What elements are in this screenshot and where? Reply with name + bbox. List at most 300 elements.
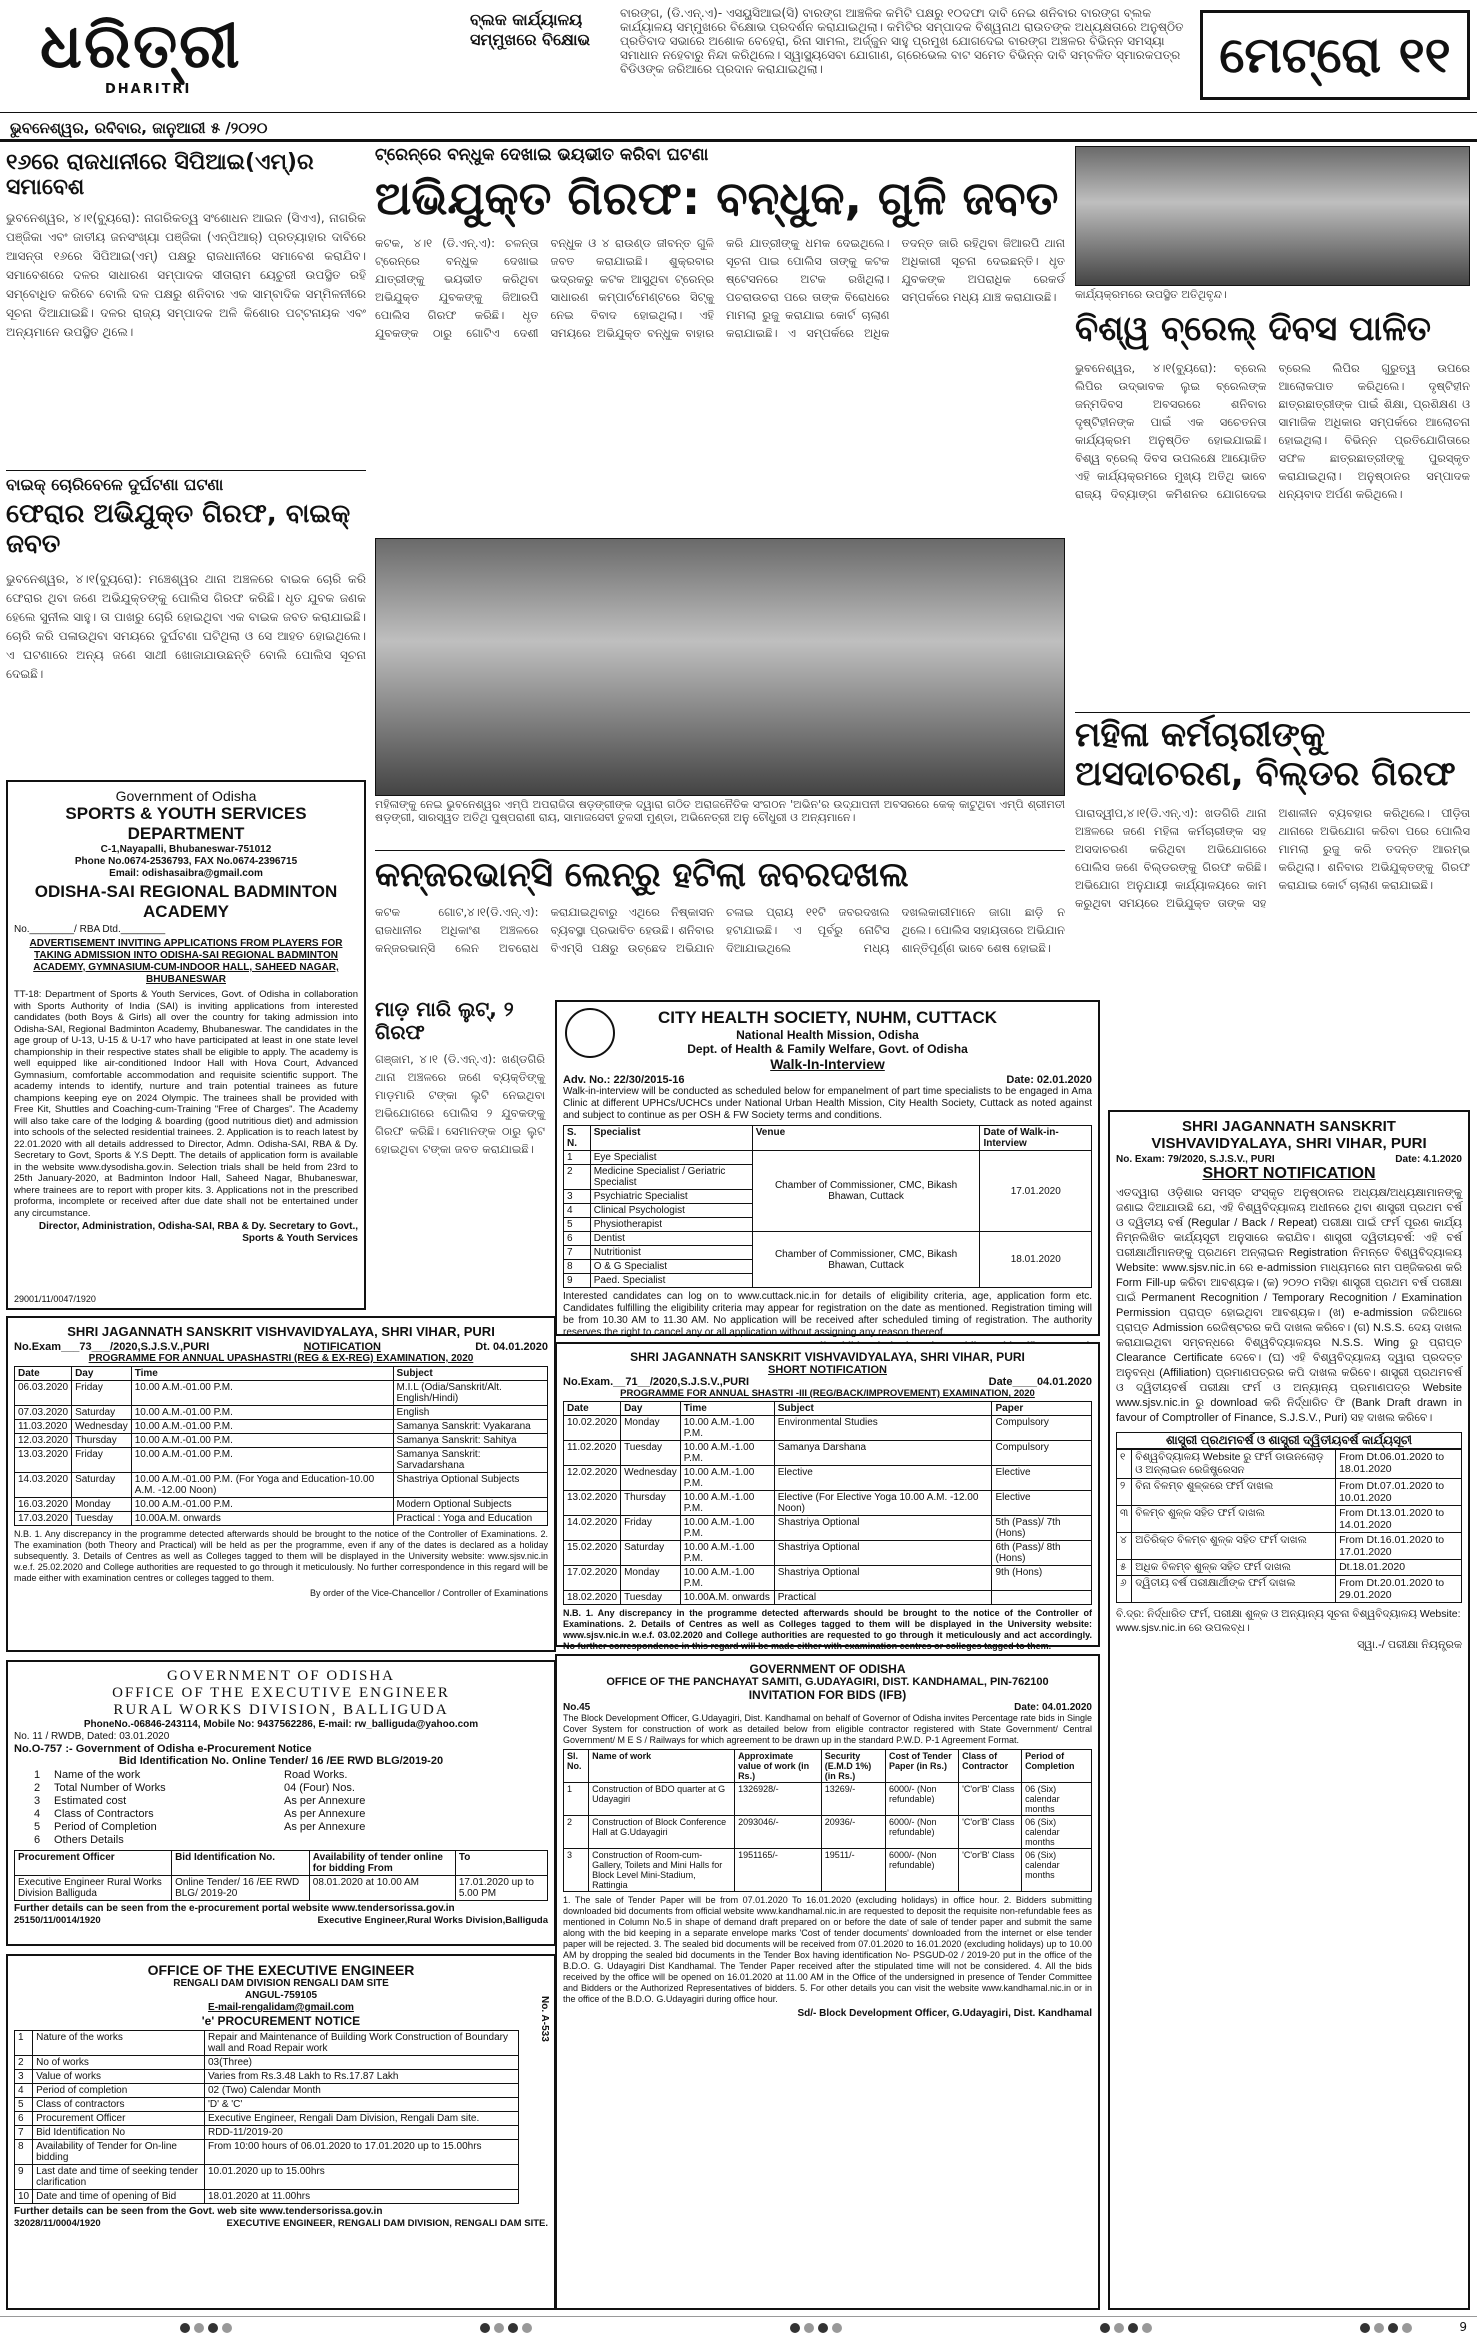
table-header-row <box>564 1402 1092 1416</box>
ad-date: Date: 04.01.2020 <box>1014 1702 1092 1713</box>
table-row <box>564 1491 1092 1516</box>
table-cell: 17.03.2020 <box>15 1512 72 1526</box>
table-cell: 10 <box>15 2190 33 2204</box>
table-cell: 2 <box>15 2056 33 2070</box>
table-cell: 10.00 A.M.-1.00 P.M. <box>680 1441 774 1466</box>
table-cell: 10.00A.M. onwards <box>131 1512 393 1526</box>
ad-heading: No.O-757 :- Government of Odisha e-Procurement Notice <box>14 1743 312 1755</box>
table-cell: 14.03.2020 <box>15 1473 72 1498</box>
ad-heading: NOTIFICATION <box>303 1341 381 1353</box>
table-cell: Eye Specialist <box>590 1151 752 1165</box>
table-cell: Construction of Block Conference Hall at G.Udayagiri <box>589 1816 735 1849</box>
table-cell: 10.00 A.M.-1.00 P.M. <box>680 1491 774 1516</box>
table-cell: Availability of Tender for On-line bidding <box>33 2140 205 2165</box>
table-row <box>15 1473 548 1498</box>
column-header: To <box>455 1851 547 1876</box>
article-bike-theft <box>6 476 366 776</box>
ad-heading: Bid Identification No. Online Tender/ 16 /EE RWD BLG/2019-20 <box>118 1755 444 1767</box>
event-photo <box>375 538 1065 796</box>
footer-dot-icon <box>522 2323 532 2333</box>
table-cell: 12.03.2020 <box>15 1434 72 1448</box>
footer-dot-icon <box>790 2323 800 2333</box>
column-header: Name of work <box>589 1750 735 1783</box>
column-header: Paper <box>992 1402 1092 1416</box>
article-braille <box>1075 310 1470 710</box>
table-cell: Compulsory <box>992 1416 1092 1441</box>
table-cell: Dt.18.01.2020 <box>1336 1560 1462 1576</box>
item-label: Class of Contractors <box>54 1808 154 1820</box>
table-row <box>15 2165 519 2190</box>
table-cell: 10.02.2020 <box>564 1416 621 1441</box>
headline: ମାଡ଼ ମାରି ଲୁଟ୍, ୨ ଗିରଫ <box>375 997 514 1044</box>
table-cell: 6000/- (Non refundable) <box>885 1849 958 1892</box>
table-row <box>15 1448 548 1473</box>
ad-code: 32028/11/0004/1920 <box>14 2218 101 2229</box>
table-cell: Elective (For Elective Yoga 10.00 A.M. -12.00 Noon) <box>774 1491 992 1516</box>
ad-heading: Walk-In-Interview <box>770 1056 885 1072</box>
ad-line: C-1,Nayapalli, Bhubaneswar-751012 <box>100 844 272 855</box>
item-label: Name of the work <box>54 1769 141 1781</box>
exam-table <box>563 1401 1092 1605</box>
page-footer <box>0 2316 1477 2339</box>
photo-caption: କାର୍ଯ୍ୟକ୍ରମରେ ଉପସ୍ଥିତ ଅତିଥିବୃନ୍ଦ। <box>1075 288 1227 301</box>
column-header: Time <box>131 1367 393 1381</box>
table-cell: 10.00A.M. onwards <box>680 1591 774 1605</box>
table-cell: 5 <box>564 1218 591 1232</box>
article-body: ଭୁବନେଶ୍ୱର, ୪।୧(ବ୍ୟୁରୋ): ନାଗରିକତ୍ୱ ସଂଶୋଧନ ଆଇନ (ସିଏଏ), ନାଗରିକ ପଞ୍ଜିକା ଏବଂ ଜାତୀୟ ଜନସଂଖ୍ୟା ପଞ୍ଜିକା (ଏନ୍‌ପିଆର୍‌) ପ୍ରତ୍ୟାହାର ଦାବିରେ ଆସନ୍ତା ୧୬ରେ ସିପିଆଇ(ଏମ୍‌) ପକ୍ଷରୁ ରାଜଧାନୀରେ ସମାବେଶ କରାଯିବ। ସମାବେଶରେ ଦଳର ସାଧାରଣ ସମ୍ପାଦକ ସୀତାରାମ ୟେଚୁରୀ ଉପସ୍ଥିତ ରହି ସମ୍ବୋଧିତ କରିବେ ବୋଲି ଦଳ ପକ୍ଷରୁ ଶନିବାର ଏକ ସାମ୍ବାଦିକ ସମ୍ମିଳନୀରେ ସୂଚନା ଦିଆଯାଇଛି। ଦଳର ରାଜ୍ୟ ସମ୍ପାଦକ ଅଳି କିଶୋର ପଟ୍ଟନାୟକ ଏବଂ ଅନ୍ୟମାନେ ଉପସ୍ଥିତ ଥିଲେ। <box>6 210 366 339</box>
table-cell: Compulsory <box>992 1441 1092 1466</box>
ad-notes: N.B. 1. Any discrepancy in the programme detected afterwards should be brought to the notice of the Controller of Examinations. 2. The examination (both Theory and Practical) will be held as per the programme, even if any of the dates is declared as a holiday subsequently. 3. Details of Centres as well as Colleges tagged to them will be displayed in the University website: www.sjsv.nic.in w.e.f. 25.02.2020 and College authorities are requested to go through it meticulously. No further correspondence in this regard will be made either with examination centres or colleges tagged to them. <box>14 1529 548 1583</box>
ad-line: Email: odishasaibra@gmail.com <box>109 868 263 879</box>
table-row <box>564 1816 1092 1849</box>
ad-title: OFFICE OF THE EXECUTIVE ENGINEER <box>147 1962 415 1978</box>
table-row <box>564 1232 1092 1246</box>
item-value: Road Works. <box>284 1769 348 1781</box>
table-header-row <box>15 1851 548 1876</box>
table-cell: 07.03.2020 <box>15 1406 72 1420</box>
table-row <box>564 1466 1092 1491</box>
table-row <box>15 1434 548 1448</box>
table-cell: Clinical Psychologist <box>590 1204 752 1218</box>
ad-notes: 1. The sale of Tender Paper will be from 07.01.2020 To 16.01.2020 (excluding holidays) in office hour. 2. Bidders submitting downloaded bid documents from official website www.kandhamal.nic.in are requested to deposit the requisite non-refundable fees as mentioned in Column No.5 in shape of demand draft prepared on or before the date of sale of tender paper and submit the same along with the bid keeping in a separate envelope marks 'Cost of tender documents' downloaded from the internet or else tender paper will be rejected. 3. The sealed bid documents will be received from 07.01.2020 to 16.01.2020 (excluding holidays) up to 10.00 AM by dropping the sealed bid documents in the Tender Box having identification No- PSGUD-02 / 2019-20 put in the office of the B.D.O. G. Udayagiri Dist Kandhamal. The Tender Paper received after the stipulated time will not be considered. 4. All the bids received by the office will be opened on 16.01.2020 at 11.00 AM in the Office of the undersigned in presence of Tender Committee and Bidders or the Authorized Representatives of bidders. 5. For other details you can visit the website www.kandhamal.nic.in or in the office of the B.D.O. G.Udayagiri during office hour. <box>563 1895 1092 2004</box>
table-cell: 9th (Hons) <box>992 1566 1092 1591</box>
table-cell: 3 <box>564 1190 591 1204</box>
ad-line: RENGALI DAM DIVISION RENGALI DAM SITE <box>173 1978 389 1989</box>
article-body: ଭୁବନେଶ୍ୱର, ୪।୧(ବ୍ୟୁରୋ): ମଞ୍ଚେଶ୍ୱର ଥାନା ଅଞ୍ଚଳରେ ବାଇକ ଚୋରି କରି ଫେରାର ଥିବା ଜଣେ ଅଭିଯୁକ୍ତଙ୍କୁ ପୋଲିସ ଗିରଫ କରିଛି। ଧୃତ ଯୁବକ ଜଣକ ହେଲେ ସୁନୀଲ ସାହୁ। ତା ପାଖରୁ ଚୋରି ହୋଇଥିବା ଏକ ବାଇକ ଜବତ କରାଯାଇଛି। ଚୋରି କରି ପଳାଉଥିବା ସମୟରେ ଦୁର୍ଘଟଣା ଘଟିଥିଲା ଓ ସେ ଆହତ ହୋଇଥିଲେ। ଏ ଘଟଣାରେ ଅନ୍ୟ ଜଣେ ସାଥୀ ଖୋଜାଯାଉଛନ୍ତି ବୋଲି ପୋଲିସ ସୂଚନା ଦେଇଛି। <box>6 572 366 682</box>
footer-dot-icon <box>208 2323 218 2333</box>
table-cell: From Dt.06.01.2020 to 18.01.2020 <box>1336 1450 1462 1479</box>
table-cell: From Dt.20.01.2020 to 29.01.2020 <box>1336 1576 1462 1603</box>
table-cell: 13.02.2020 <box>564 1491 621 1516</box>
ad-code: 25150/11/0014/1920 <box>14 1915 101 1926</box>
table-cell: Nature of the works <box>33 2031 205 2056</box>
table-row <box>15 1420 548 1434</box>
table-cell: 6 <box>564 1232 591 1246</box>
item-number: 3 <box>34 1795 41 1807</box>
table-cell: From Dt.07.01.2020 to 10.01.2020 <box>1336 1479 1462 1506</box>
item-label: Total Number of Works <box>54 1782 166 1794</box>
table-row <box>15 2140 519 2165</box>
ad-line: GOVERNMENT OF ODISHA <box>749 1662 906 1676</box>
table-cell: 06 (Six) calendar months <box>1022 1849 1092 1892</box>
table-cell: RDD-11/2019-20 <box>205 2126 519 2140</box>
table-cell: 'D' & 'C' <box>205 2098 519 2112</box>
ad-title: SPORTS & YOUTH SERVICES DEPARTMENT <box>65 804 307 843</box>
table-cell: 02 (Two) Calendar Month <box>205 2084 519 2098</box>
ad-title: SHRI JAGANNATH SANSKRIT VISHVAVIDYALAYA, SHRI VIHAR, PURI <box>67 1324 495 1339</box>
column-header: Day <box>72 1367 132 1381</box>
column-header: Time <box>680 1402 774 1416</box>
nhm-logo-icon <box>565 1008 615 1058</box>
table-row <box>564 1516 1092 1541</box>
column-header: Sl. No. <box>564 1750 589 1783</box>
logo-subtitle: DHARITRI <box>105 82 192 97</box>
table-cell: Samanya Darshana <box>774 1441 992 1466</box>
ad-title: ODISHA-SAI REGIONAL BADMINTON ACADEMY <box>34 882 338 921</box>
table-cell: 11.02.2020 <box>564 1441 621 1466</box>
footer-dot-icon <box>1114 2323 1124 2333</box>
table-row <box>564 1783 1092 1816</box>
table-row <box>15 1498 548 1512</box>
item-value: As per Annexure <box>284 1808 366 1820</box>
table-cell: 10.00 A.M.-01.00 P.M. <box>131 1434 393 1448</box>
ad-kandhamal-ifb <box>555 1654 1100 2310</box>
table-cell: 5 <box>15 2098 33 2112</box>
table-cell: 7 <box>15 2126 33 2140</box>
table-row <box>1117 1560 1462 1576</box>
column-header: Period of Completion <box>1022 1750 1092 1783</box>
item-value: 04 (Four) Nos. <box>284 1782 355 1794</box>
column-header: Date of Walk-in-Interview <box>980 1126 1092 1151</box>
table-cell: From Dt.13.01.2020 to 14.01.2020 <box>1336 1506 1462 1533</box>
rwd-items <box>34 1769 548 1847</box>
ad-ref: No.45 <box>563 1702 591 1713</box>
table-cell: No of works <box>33 2056 205 2070</box>
ad-line: OFFICE OF THE EXECUTIVE ENGINEER <box>112 1685 450 1701</box>
ad-ref: No. Exam: 79/2020, S.J.S.V., PURI <box>1116 1154 1275 1165</box>
table-cell: 3 <box>15 2070 33 2084</box>
table-cell: Friday <box>621 1516 681 1541</box>
ad-footer: ବି.ଦ୍ର: ନିର୍ଦ୍ଧାରିତ ଫର୍ମ, ପରୀକ୍ଷା ଶୁଳ୍କ ଓ ଅନ୍ୟାନ୍ୟ ସୂଚନା ବିଶ୍ୱବିଦ୍ୟାଳୟ Website: www.sjsv.nic.in ରେ ଉପଲବ୍ଧ। <box>1116 1608 1461 1634</box>
ad-body: ଏତଦ୍ୱାରା ଓଡ଼ିଶାର ସମସ୍ତ ସଂସ୍କୃତ ଅନୁଷ୍ଠାନର ଅଧ୍ୟକ୍ଷ/ଅଧ୍ୟକ୍ଷାମାନଙ୍କୁ ଜଣାଇ ଦିଆଯାଉଛି ଯେ, ଏହି ବିଶ୍ୱବିଦ୍ୟାଳୟ ଅଧୀନରେ ଥିବା ଶାସ୍ତ୍ରୀ ପ୍ରଥମ ବର୍ଷ ଓ ଦ୍ୱିତୀୟ ବର୍ଷ (Regular / Back / Repeat) ପରୀକ୍ଷା ପାଇଁ ଫର୍ମ ପୂରଣ କାର୍ଯ୍ୟ ନିମ୍ନଲିଖିତ କାର୍ଯ୍ୟସୂଚୀ ଅନୁସାରେ କରାଯିବ। ଶାସ୍ତ୍ରୀ ଦ୍ୱିତୀୟବର୍ଷ: ଏହି ବର୍ଷ ପରୀକ୍ଷାର୍ଥୀମାନଙ୍କୁ ପ୍ରଥମେ ଅନ୍‌ଲାଇନ Registration ନିମନ୍ତେ ବିଶ୍ୱବିଦ୍ୟାଳୟ Website: www.sjsv.nic.in ରେ e-admission ମାଧ୍ୟମରେ ନାମ ପଞ୍ଜିକରଣ କରି Form Fill-up କରିବା ଆବଶ୍ୟକ। (କ) ୨୦୨୦ ମସିହା ଶାସ୍ତ୍ରୀ ପ୍ରଥମ ବର୍ଷ ପରୀକ୍ଷା ପାଇଁ Permanent Recognition / Temporary Recognition / Examination Permission ପ୍ରାପ୍ତ ହୋଇଥିବା ଆବଶ୍ୟକ। (ଖ) e-admission ଜରିଆରେ ପ୍ରାପ୍ତ Admission ରେଜିଷ୍ଟରର କପି ଦାଖଲ କରିବେ। (ଗ) N.S.S. ଦେୟ ଦାଖଲ କରାଯାଇଥିବା ସମ୍ବନ୍ଧରେ ବିଶ୍ୱବିଦ୍ୟାଳୟର N.S.S. Wing ରୁ ପ୍ରାପ୍ତ Clearance Certificate ଦେବେ। (ଘ) ଏହି ବିଶ୍ୱବିଦ୍ୟାଳୟ ଦ୍ୱାରା ପ୍ରଦତ୍ତ ଅନୁବନ୍ଧ (Affiliation) ପ୍ରମାଣପତ୍ରର କପି ଦାଖଲ କରିବେ। ଶାସ୍ତ୍ରୀ ପ୍ରଥମବର୍ଷ ଓ ଦ୍ୱିତୀୟବର୍ଷ ପରୀକ୍ଷା ଫର୍ମ ଓ ଅନ୍ୟାନ୍ୟ ପ୍ରମାଣପତ୍ର Website www.sjsv.nic.in ରୁ download କରି ନିର୍ଦ୍ଧାରିତ ଫି (Bank Draft drawn in favour of Comptroller of Finance, S.J.S.V., Puri) ସହ ଦାଖଲ କରିବେ। <box>1116 1187 1462 1424</box>
ad-rwd-balliguda <box>6 1660 556 1946</box>
table-cell: Wednesday <box>72 1420 132 1434</box>
table-row <box>564 1441 1092 1466</box>
item-value: As per Annexure <box>284 1821 366 1833</box>
ad-heading: PROGRAMME FOR ANNUAL SHASTRI -III (REG/BACK/IMPROVEMENT) EXAMINATION, 2020 <box>620 1388 1035 1399</box>
column-header: Date <box>15 1367 72 1381</box>
list-item <box>34 1808 548 1821</box>
table-cell: Construction of Room-cum-Gallery, Toilets and Mini Halls for Block Level Mini-Stadium, Rattingia <box>589 1849 735 1892</box>
item-number: 1 <box>34 1769 41 1781</box>
table-row <box>1117 1506 1462 1533</box>
table-cell: 10.00 A.M.-01.00 P.M. <box>131 1406 393 1420</box>
footer-dot-icon <box>804 2323 814 2333</box>
table-cell: Tuesday <box>72 1512 132 1526</box>
ad-line: PhoneNo.-06846-243114, Mobile No: 9437562286, E-mail: rw_balliguda@yahoo.com <box>83 1719 479 1730</box>
rwd-table <box>14 1850 548 1901</box>
column-header: Specialist <box>590 1126 752 1151</box>
ad-ref: No.Exam.__71__/2020,S.J.S.V.,PURI <box>563 1376 750 1388</box>
table-cell: 10.00 A.M.-01.00 P.M. (For Yoga and Education-10.00 A.M. -12.00 Noon) <box>131 1473 393 1498</box>
table-row <box>15 2084 519 2098</box>
ad-signature: By order of the Vice-Chancellor / Controller of Examinations <box>310 1588 548 1598</box>
table-header-row <box>15 1367 548 1381</box>
table-cell: 'C'or'B' Class <box>959 1816 1022 1849</box>
table-row <box>15 2056 519 2070</box>
ad-heading: ଶାସ୍ତ୍ରୀ ପ୍ରଥମବର୍ଷ ଓ ଶାସ୍ତ୍ରୀ ଦ୍ୱିତୀୟବର୍ଷ କାର୍ଯ୍ୟସୂଚୀ <box>1116 1432 1462 1449</box>
list-item <box>34 1834 548 1847</box>
table-cell: 20936/- <box>821 1816 885 1849</box>
table-cell: Construction of BDO quarter at G Udayagiri <box>589 1783 735 1816</box>
table-cell: 8 <box>564 1260 591 1274</box>
nuhm-table <box>563 1125 1092 1288</box>
ad-body: TT-18: Department of Sports & Youth Services, Govt. of Odisha in collaboration with Sports Authority of India (SAI) is inviting applications from interested candidates (both Boys & Girls) all over the country for taking admission into Odisha-SAI, Regional Badminton Academy, Bhubaneswar. The candidates in the age group of U-13, U-15 & U-17 who have participated at least in one state level championship in their respective states shall be eligible to apply. The academy is well equipped like air-conditioned Indoor Hall with Hova Court, Advanced Gymnasium, comfortable accommodation and requisite scientific support. The academy intends to identify, nurture and train potential trainees as future champions keeping eye on 2024 Olympic. The trainees shall be provided with Free Kit, Shuttles and Coaching-cum-Training "Free of Charges". The Academy will also take care of the lodging & boarding (good nutritious diet) and admission into schools of the selected residential trainees. 2. Application is to reach latest by 22.01.2020 with all details addressed to Director, Admn. Odisha-SAI, RBA & Dy. Secretary to Govt, Sports & Y.S Deptt. The details of application form is available in the website www.dysodisha.gov.in. Selection trials shall be held from 23rd to 25th January-2020, at Badminton Indoor Hall, Saheed Nagar, Bhubaneswar, where trainees are to report with proper kits. 3. Applications not in the prescribed proforma, incomplete or received after due date shall not be entertained under any circumstance. <box>14 989 358 1219</box>
item-number: 2 <box>34 1782 41 1794</box>
table-cell: ଦ୍ୱିତୀୟ ବର୍ଷ ପରୀକ୍ଷାର୍ଥୀଙ୍କ ଫର୍ମ ଦାଖଲ <box>1132 1576 1336 1603</box>
kicker: ବାଇକ୍ ଚୋରିବେଳେ ଦୁର୍ଘଟଣା ଘଟଣା <box>6 475 224 494</box>
table-cell: 10.00 A.M.-1.00 P.M. <box>680 1466 774 1491</box>
article-loot <box>375 998 545 1308</box>
table-cell: 06.03.2020 <box>15 1381 72 1406</box>
table-cell: Elective <box>992 1466 1092 1491</box>
table-cell: 10.00 A.M.-1.00 P.M. <box>680 1416 774 1441</box>
table-cell: 19511/- <box>821 1849 885 1892</box>
venue-cell: Chamber of Commissioner, CMC, Bikash Bhawan, Cuttack <box>752 1151 980 1232</box>
table-cell: English <box>393 1406 547 1420</box>
table-row <box>564 1151 1092 1165</box>
column-header: Class of Contractor <box>959 1750 1022 1783</box>
column-header: Day <box>621 1402 681 1416</box>
headline: ୧୬ରେ ରାଜଧାନୀରେ ସିପିଆଇ(ଏମ୍)ର ସମାବେଶ <box>6 150 314 201</box>
table-cell: Tuesday <box>621 1441 681 1466</box>
table-cell: Wednesday <box>621 1466 681 1491</box>
ad-line: E-mail-rengalidam@gmail.com <box>208 2002 354 2013</box>
ad-sjsv-shastri <box>555 1342 1100 1651</box>
table-cell: 06 (Six) calendar months <box>1022 1783 1092 1816</box>
footer-dot-icon <box>1142 2323 1152 2333</box>
ad-signature: Sd/- Block Development Officer, G.Udayagiri, Dist. Kandhamal <box>797 2008 1092 2019</box>
table-cell: ବିଳମ୍ବ ଶୁଳ୍କ ସହିତ ଫର୍ମ ଦାଖଲ <box>1132 1506 1336 1533</box>
table-cell: 10.00 A.M.-1.00 P.M. <box>680 1541 774 1566</box>
table-cell: Class of contractors <box>33 2098 205 2112</box>
table-row <box>15 1406 548 1420</box>
ad-sports-dept <box>6 780 366 1310</box>
newspaper-logo: ଧରିତ୍ରୀ <box>40 9 242 82</box>
table-cell: 6 <box>15 2112 33 2126</box>
table-cell: Medicine Specialist / Geriatric Specialist <box>590 1165 752 1190</box>
ad-line: No.________/ RBA Dtd.________ <box>14 924 166 935</box>
table-row <box>1117 1479 1462 1506</box>
table-cell: ୩ <box>1117 1506 1132 1533</box>
table-cell: 2 <box>564 1165 591 1190</box>
table-cell: Friday <box>72 1381 132 1406</box>
ad-date: Date____04.01.2020 <box>988 1376 1092 1388</box>
table-cell: 17.01.2020 up to 5.00 PM <box>455 1876 547 1901</box>
table-row <box>564 1416 1092 1441</box>
ad-title: OFFICE OF THE PANCHAYAT SAMITI, G.UDAYAGIRI, DIST. KANDHAMAL, PIN-762100 <box>606 1676 1049 1688</box>
table-cell: 1 <box>15 2031 33 2056</box>
table-cell: Friday <box>72 1448 132 1473</box>
item-label: Period of Completion <box>54 1821 157 1833</box>
ad-title: CITY HEALTH SOCIETY, NUHM, CUTTACK <box>657 1008 998 1027</box>
table-cell: Physiotherapist <box>590 1218 752 1232</box>
ad-sjsv-short-notification <box>1108 1110 1470 2310</box>
table-cell: 10.00 A.M.-01.00 P.M. <box>131 1420 393 1434</box>
table-cell: Dentist <box>590 1232 752 1246</box>
table-cell: 14.02.2020 <box>564 1516 621 1541</box>
table-row <box>15 1381 548 1406</box>
table-cell: Saturday <box>72 1473 132 1498</box>
table-cell: Repair and Maintenance of Building Work Construction of Boundary wall and Road Repair work <box>205 2031 519 2056</box>
headline: ବିଶ୍ୱ ବ୍ରେଲ୍ ଦିବସ ପାଳିତ <box>1075 309 1431 349</box>
list-item <box>34 1782 548 1795</box>
ad-ref: No.Exam___73___/2020,S.J.S.V.,PURI <box>14 1341 210 1353</box>
table-cell: Paed. Specialist <box>590 1274 752 1288</box>
table-cell <box>992 1591 1092 1605</box>
table-cell: 13.03.2020 <box>15 1448 72 1473</box>
dateline: ଭୁବନେଶ୍ୱର, ରବିବାର, ଜାନୁଆରୀ ୫ /୨୦୨୦ <box>0 112 1477 142</box>
table-cell: Tuesday <box>621 1591 681 1605</box>
footer-dot-icon <box>222 2323 232 2333</box>
table-cell: 4 <box>564 1204 591 1218</box>
ad-signature: Executive Engineer,Rural Works Division,Balliguda <box>317 1915 548 1926</box>
table-cell: 6th (Pass)/ 8th (Hons) <box>992 1541 1092 1566</box>
table-cell: Modern Optional Subjects <box>393 1498 547 1512</box>
footer-dot-icon <box>832 2323 842 2333</box>
column-header: Procurement Officer <box>15 1851 172 1876</box>
table-cell: ଅତିରିକ୍ତ ବିଳମ୍ବ ଶୁଳ୍କ ସହିତ ଫର୍ମ ଦାଖଲ <box>1132 1533 1336 1560</box>
table-cell: Monday <box>72 1498 132 1512</box>
table-cell: 2093046/- <box>735 1816 822 1849</box>
event-photo-2 <box>1075 146 1470 286</box>
table-cell: 'C'or'B' Class <box>959 1849 1022 1892</box>
article-train-gun <box>375 146 1065 534</box>
table-cell: 18.01.2020 at 11.00hrs <box>205 2190 519 2204</box>
table-cell: Value of works <box>33 2070 205 2084</box>
table-cell: 10.00 A.M.-01.00 P.M. <box>131 1448 393 1473</box>
item-number: 5 <box>34 1821 41 1833</box>
table-cell: ବିନା ବିଳମ୍ବ ଶୁଳ୍କରେ ଫର୍ମ ଦାଖଲ <box>1132 1479 1336 1506</box>
date-cell: 18.01.2020 <box>980 1232 1092 1288</box>
ad-date: Date: 02.01.2020 <box>1006 1074 1092 1086</box>
table-cell: 15.02.2020 <box>564 1541 621 1566</box>
column-header: Venue <box>752 1126 980 1151</box>
ad-rengali-dam <box>6 1954 556 2310</box>
table-row <box>564 1566 1092 1591</box>
table-cell: 4 <box>15 2084 33 2098</box>
ad-footer: Further details can be seen from the e-procurement portal website www.tendersorissa.gov.in <box>14 1903 455 1914</box>
item-label: Others Details <box>54 1834 124 1846</box>
table-cell: 10.01.2020 up to 15.00hrs <box>205 2165 519 2190</box>
table-cell: Psychiatric Specialist <box>590 1190 752 1204</box>
table-cell: 12.02.2020 <box>564 1466 621 1491</box>
list-item <box>34 1795 548 1808</box>
table-cell: O & G Specialist <box>590 1260 752 1274</box>
photo-caption: ମହିଳାଙ୍କୁ ନେଇ ଭୁବନେଶ୍ୱର ଏମ୍‌ପି ଅପରାଜିତା ଷଡ଼ଙ୍ଗୀଙ୍କ ଦ୍ୱାରା ଗଠିତ ଅରାଜନୈତିକ ସଂଗଠନ 'ଅଭିନ'ର ଉଦ୍‌ଯାପନୀ ଅବସରରେ କେକ୍ କାଟୁଥିବା ଏମ୍‌ପି ଶ୍ରୀମତୀ ଷଡ଼ଙ୍ଗୀ, ସାରସ୍ୱତ ଅତିଥି ପୁଷ୍ପରାଣୀ ରାୟ, ସାମାଜସେବୀ ତୁଳସୀ ମୁଣ୍ଡା, ଅଭିନେତ୍ରୀ ଅନୁ ଚୌଧୁରୀ ଓ ଅନ୍ୟମାନେ। <box>375 798 1065 824</box>
date-cell: 17.01.2020 <box>980 1151 1092 1232</box>
table-cell: Online Tender/ 16 /EE RWD BLG/ 2019-20 <box>172 1876 310 1901</box>
table-row <box>15 2112 519 2126</box>
table-cell: 'C'or'B' Class <box>959 1783 1022 1816</box>
headline: କନ୍‌ଜରଭାନ୍‌ସି ଲେନ୍‌ରୁ ହଟିଲା ଜବରଦଖଲ <box>375 855 909 895</box>
footer-dot-icon <box>1360 2323 1370 2333</box>
table-cell: Practical <box>774 1591 992 1605</box>
ad-heading: 'e' PROCUREMENT NOTICE <box>201 2014 361 2028</box>
ad-body: The Block Development Officer, G.Udayagiri, Dist. Kandhamal on behalf of Governor of Odisha invites Percentage rate bids in Single Cover System for construction of work as detailed below from eligible contractor registered with State Government/ Central Government/ M E S / Railways for which agreement to be drawn up in the standard P.W.D. P-1 Agreement Format. <box>563 1713 1092 1745</box>
table-cell: 9 <box>15 2165 33 2190</box>
table-header-row <box>564 1126 1092 1151</box>
brief-body: ବାରଙ୍ଗ, (ଡି.ଏନ୍.ଏ)- ଏସୟୁସିଆଇ(ସି) ବାରଙ୍ଗ ଆଞ୍ଚଳିକ କମିଟି ପକ୍ଷରୁ ୧୦ଦଫା ଦାବି ନେଇ ଶନିବାର ବାରଙ୍ଗ ବ୍ଲକ କାର୍ଯ୍ୟାଳୟ ସମ୍ମୁଖରେ ବିକ୍ଷୋଭ ପ୍ରଦର୍ଶନ କରାଯାଇଥିଲା। କମିଟିର ସମ୍ପାଦକ ବିଶ୍ୱନାଥ ରାଉତଙ୍କ ଅଧ୍ୟକ୍ଷତାରେ ଅନୁଷ୍ଠିତ ପ୍ରତିବାଦ ସଭାରେ ଅଶୋକ ବେହେରା, ରିନା ସାମଲ, ଅର୍ଜ୍ଜୁନ ସାହୁ ପ୍ରମୁଖ ଯୋଗଦେଇ ବାରଙ୍ଗ ଅଞ୍ଚଳର ବିଭିନ୍ନ ସମସ୍ୟା ସମାଧାନ ନହେବାରୁ ନିନ୍ଦା କରିଥିଲେ। ସ୍ୱାସ୍ଥ୍ୟସେବା ଯୋଗାଣ, ଗ୍ରେଭେଲ ବାଟ ସମେତ ବିଭିନ୍ନ ଦାବି ସମ୍ବଳିତ ସ୍ମାରକପତ୍ର ବିଡିଓଙ୍କ ଜରିଆରେ ପ୍ରଦାନ କରାଯାଇଥିଲା। <box>620 6 1184 76</box>
ad-body: Interested candidates can log on to www.cuttack.nic.in for details of eligibility criteria, age, application form etc. Candidates fulfilling the eligibility criteria may appear for registration on the date as mentioned. Registration timing will be from 10.30 AM to 11.30 AM. No application will be received after scheduled timing of registration. The authority reserves the right to cancel any or all application without assigning any reason thereof. <box>563 1291 1092 1338</box>
footer-dot-icon <box>180 2323 190 2333</box>
column-header: Date <box>564 1402 621 1416</box>
column-header: Subject <box>393 1367 547 1381</box>
article-body: ପାରାଦ୍ୱୀପ,୪।୧(ଡି.ଏନ୍.ଏ): ଖଡଗିରି ଥାନା ଅଞ୍ଚଳରେ ଜଣେ ମହିଳା କର୍ମଚାରୀଙ୍କ ସହ ଅସଦାଚରଣ କରିଥିବା ଅଭିଯୋଗରେ ପୋଲିସ ଜଣେ ବିଲ୍ଡରଙ୍କୁ ଗିରଫ କରିଛି। ଅଭିଯୋଗ ଅନୁଯାୟୀ କାର୍ଯ୍ୟାଳୟରେ କାମ କରୁଥିବା ସମୟରେ ଅଭିଯୁକ୍ତ ତାଙ୍କ ସହ ଅଶାଳୀନ ବ୍ୟବହାର କରିଥିଲେ। ପୀଡ଼ିତା ଥାନାରେ ଅଭିଯୋଗ କରିବା ପରେ ପୋଲିସ ମାମଲା ରୁଜୁ କରି ତଦନ୍ତ ଆରମ୍ଭ କରିଥିଲା। ଶନିବାର ଅଭିଯୁକ୍ତଙ୍କୁ ଗିରଫ କରାଯାଇ କୋର୍ଟ ଚାଲାଣ କରାଯାଇଛି। <box>1075 806 1470 911</box>
table-cell: Elective <box>992 1491 1092 1516</box>
table-cell: ୪ <box>1117 1533 1132 1560</box>
list-item <box>34 1821 548 1834</box>
ad-title: SHRI JAGANNATH SANSKRIT VISHVAVIDYALAYA, SHRI VIHAR, PURI <box>1151 1118 1427 1152</box>
table-cell: 6000/- (Non refundable) <box>885 1816 958 1849</box>
table-row <box>564 1849 1092 1892</box>
table-cell: 17.02.2020 <box>564 1566 621 1591</box>
table-cell: From 10:00 hours of 06.01.2020 to 17.01.2020 up to 15.00hrs <box>205 2140 519 2165</box>
table-cell: 10.00 A.M.-1.00 P.M. <box>680 1516 774 1541</box>
table-cell: Monday <box>621 1566 681 1591</box>
article-body: କଟକ ଗୋଟ,୪।୧(ଡି.ଏନ୍.ଏ): ରାଜଧାନୀର ଅଧିକାଂଶ ଅଞ୍ଚଳରେ କନ୍‌ଜରଭାନ୍‌ସି ଲେନ ଅବରୋଧ କରାଯାଇଥିବାରୁ ଏଥିରେ ନିଷ୍କାସନ ବ୍ୟବସ୍ଥା ପ୍ରଭାବିତ ହେଉଛି। ଶନିବାର ବିଏମ୍‌ସି ପକ୍ଷରୁ ଉଚ୍ଛେଦ ଅଭିଯାନ ଚଳାଇ ପ୍ରାୟ ୧୧ଟି ଜବରଦଖଲ ହଟାଯାଇଛି। ଏ ପୂର୍ବରୁ ନୋଟିସ ଦିଆଯାଇଥିଲେ ମଧ୍ୟ ଦଖଲକାରୀମାନେ ଜାଗା ଛାଡ଼ି ନ ଥିଲେ। ପୋଲିସ ସହାୟତାରେ ଅଭିଯାନ ଶାନ୍ତିପୂର୍ଣ୍ଣ ଭାବେ ଶେଷ ହୋଇଛି। <box>375 905 1065 956</box>
brief-news <box>470 6 1190 106</box>
table-row <box>1117 1450 1462 1479</box>
ad-date: Dt. 04.01.2020 <box>475 1341 548 1353</box>
table-cell: 03(Three) <box>205 2056 519 2070</box>
table-cell: 7 <box>564 1246 591 1260</box>
ad-date: Date: 4.1.2020 <box>1395 1154 1462 1165</box>
table-cell: 10.00 A.M.-1.00 P.M. <box>680 1566 774 1591</box>
table-cell: Shastriya Optional Subjects <box>393 1473 547 1498</box>
table-cell: ୫ <box>1117 1560 1132 1576</box>
ad-title: SHRI JAGANNATH SANSKRIT VISHVAVIDYALAYA, SHRI VIHAR, PURI <box>630 1350 1025 1364</box>
ad-line: ANGUL-759105 <box>244 1990 318 2001</box>
ad-line: National Health Mission, Odisha <box>736 1028 919 1042</box>
table-cell: 10.00 A.M.-01.00 P.M. <box>131 1498 393 1512</box>
footer-dot-icon <box>194 2323 204 2333</box>
table-row <box>15 2031 519 2056</box>
table-cell: 08.01.2020 at 10.00 AM <box>309 1876 455 1901</box>
article-body: ଗଞ୍ଜାମ, ୪।୧ (ଡି.ଏନ୍.ଏ): ଖଣ୍ଡଗିରି ଥାନା ଅଞ୍ଚଳରେ ଜଣେ ବ୍ୟକ୍ତିଙ୍କୁ ମାଡ଼ମାରି ଟଙ୍କା ଲୁଟି ନେଇଥିବା ଅଭିଯୋଗରେ ପୋଲିସ ୨ ଯୁବକଙ୍କୁ ଗିରଫ କରିଛି। ସେମାନଙ୍କ ଠାରୁ ଲୁଟ ହୋଇଥିବା ଟଙ୍କା ଜବତ କରାଯାଇଛି। <box>375 1052 545 1156</box>
ad-heading: SHORT NOTIFICATION <box>1202 1165 1376 1182</box>
table-cell: Saturday <box>621 1541 681 1566</box>
table-cell: Shastriya Optional <box>774 1516 992 1541</box>
table-cell: Monday <box>621 1416 681 1441</box>
item-number: 6 <box>34 1834 41 1846</box>
column-header: S. N. <box>564 1126 591 1151</box>
table-row <box>15 2190 519 2204</box>
table-cell: 10.00 A.M.-01.00 P.M. <box>131 1381 393 1406</box>
ad-sjsv-upashastri <box>6 1316 556 1652</box>
table-cell: 06 (Six) calendar months <box>1022 1816 1092 1849</box>
footer-dot-icon <box>494 2323 504 2333</box>
footer-dot-icon <box>1388 2323 1398 2333</box>
table-cell: ୧ <box>1117 1450 1132 1479</box>
table-cell: Environmental Studies <box>774 1416 992 1441</box>
article-body: କଟକ, ୪।୧ (ଡି.ଏନ୍.ଏ): ଚଳନ୍ତା ଟ୍ରେନ୍‌ରେ ବନ୍ଧୁକ ଦେଖାଇ ଯାତ୍ରୀଙ୍କୁ ଭୟଭୀତ କରିଥିବା ଅଭିଯୁକ୍ତ ଯୁବକଙ୍କୁ ଜିଆରପି ପୋଲିସ ଗିରଫ କରିଛି। ଧୃତ ଯୁବକଙ୍କ ଠାରୁ ଗୋଟିଏ ଦେଶୀ ବନ୍ଧୁକ ଓ ୪ ରାଉଣ୍ଡ ଜୀବନ୍ତ ଗୁଳି ଜବତ କରାଯାଇଛି। ଶୁକ୍ରବାର ଭଦ୍ରକରୁ କଟକ ଆସୁଥିବା ଟ୍ରେନ୍‌ର ସାଧାରଣ କମ୍ପାର୍ଟମେଣ୍ଟରେ ସିଟ୍‌କୁ ନେଇ ବିବାଦ ହୋଇଥିଲା। ଏହି ସମୟରେ ଅଭିଯୁକ୍ତ ବନ୍ଧୁକ ବାହାର କରି ଯାତ୍ରୀଙ୍କୁ ଧମକ ଦେଇଥିଲେ। ସୂଚନା ପାଇ ପୋଲିସ ତାଙ୍କୁ କଟକ ଷ୍ଟେସନରେ ଅଟକ ରଖିଥିଲା। ପଚରାଉଚରା ପରେ ତାଙ୍କ ବିରୋଧରେ ମାମଲା ରୁଜୁ କରାଯାଇ କୋର୍ଟ ଚାଲାଣ କରାଯାଇଛି। ଏ ସମ୍ପର୍କରେ ଅଧିକ ତଦନ୍ତ ଜାରି ରହିଥିବା ଜିଆରପି ଥାନା ଅଧିକାରୀ ସୂଚନା ଦେଇଛନ୍ତି। ଧୃତ ଯୁବକଙ୍କ ଅପରାଧିକ ରେକର୍ଡ ସମ୍ପର୍କରେ ମଧ୍ୟ ଯାଞ୍ଚ କରାଯାଉଛି। <box>375 236 1065 341</box>
footer-dot-icon <box>480 2323 490 2333</box>
exam-table <box>14 1366 548 1526</box>
table-cell: Executive Engineer, Rengali Dam Division, Rengali Dam site. <box>205 2112 519 2126</box>
table-cell: Practical : Yoga and Education <box>393 1512 547 1526</box>
schedule-table <box>1116 1449 1462 1603</box>
